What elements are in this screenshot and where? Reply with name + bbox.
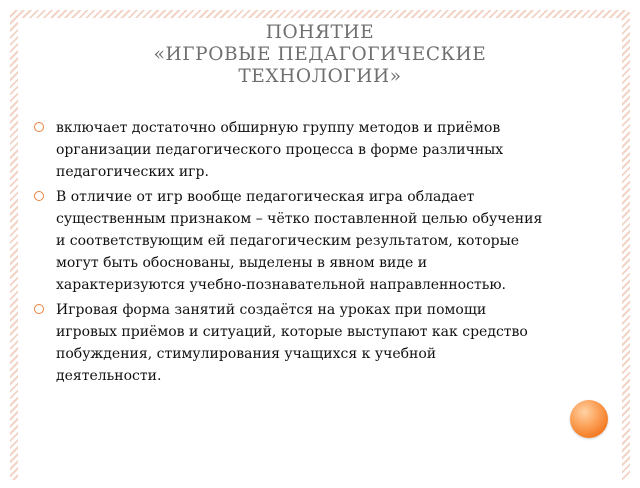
bullet-circle-icon [34, 304, 44, 314]
list-item [34, 117, 544, 184]
list-item [34, 186, 544, 297]
bullet-circle-icon [34, 191, 44, 201]
bullet-text: В отличие от игр вообще педагогическая игра обладает существенным признаком – чётко поставленной целью обучения и соответствующим ей педагогическим результатом, которые могут быть обоснованы, выделены в явном виде и характеризуются учебно-познавательной направленностью. [56, 188, 543, 294]
title-line-3: ТЕХНОЛОГИИ» [238, 66, 402, 87]
list-item [34, 299, 544, 388]
title-line-1: ПОНЯТИЕ [265, 22, 375, 43]
bullet-text: Игровая форма занятий создаётся на уроках при помощи игровых приёмов и ситуаций, которые выступают как средство побуждения, стимулирования учащихся к учебной деятельности. [56, 301, 528, 385]
bullet-circle-icon [34, 122, 44, 132]
slide-title [40, 22, 600, 88]
bullet-list [34, 117, 544, 389]
bullet-text: включает достаточно обширную группу методов и приёмов организации педагогического процесса в форме различных педагогических игр. [56, 120, 504, 181]
title-line-2: «ИГРОВЫЕ ПЕДАГОГИЧЕСКИЕ [153, 44, 487, 65]
decorative-orange-orb-icon [570, 400, 608, 438]
